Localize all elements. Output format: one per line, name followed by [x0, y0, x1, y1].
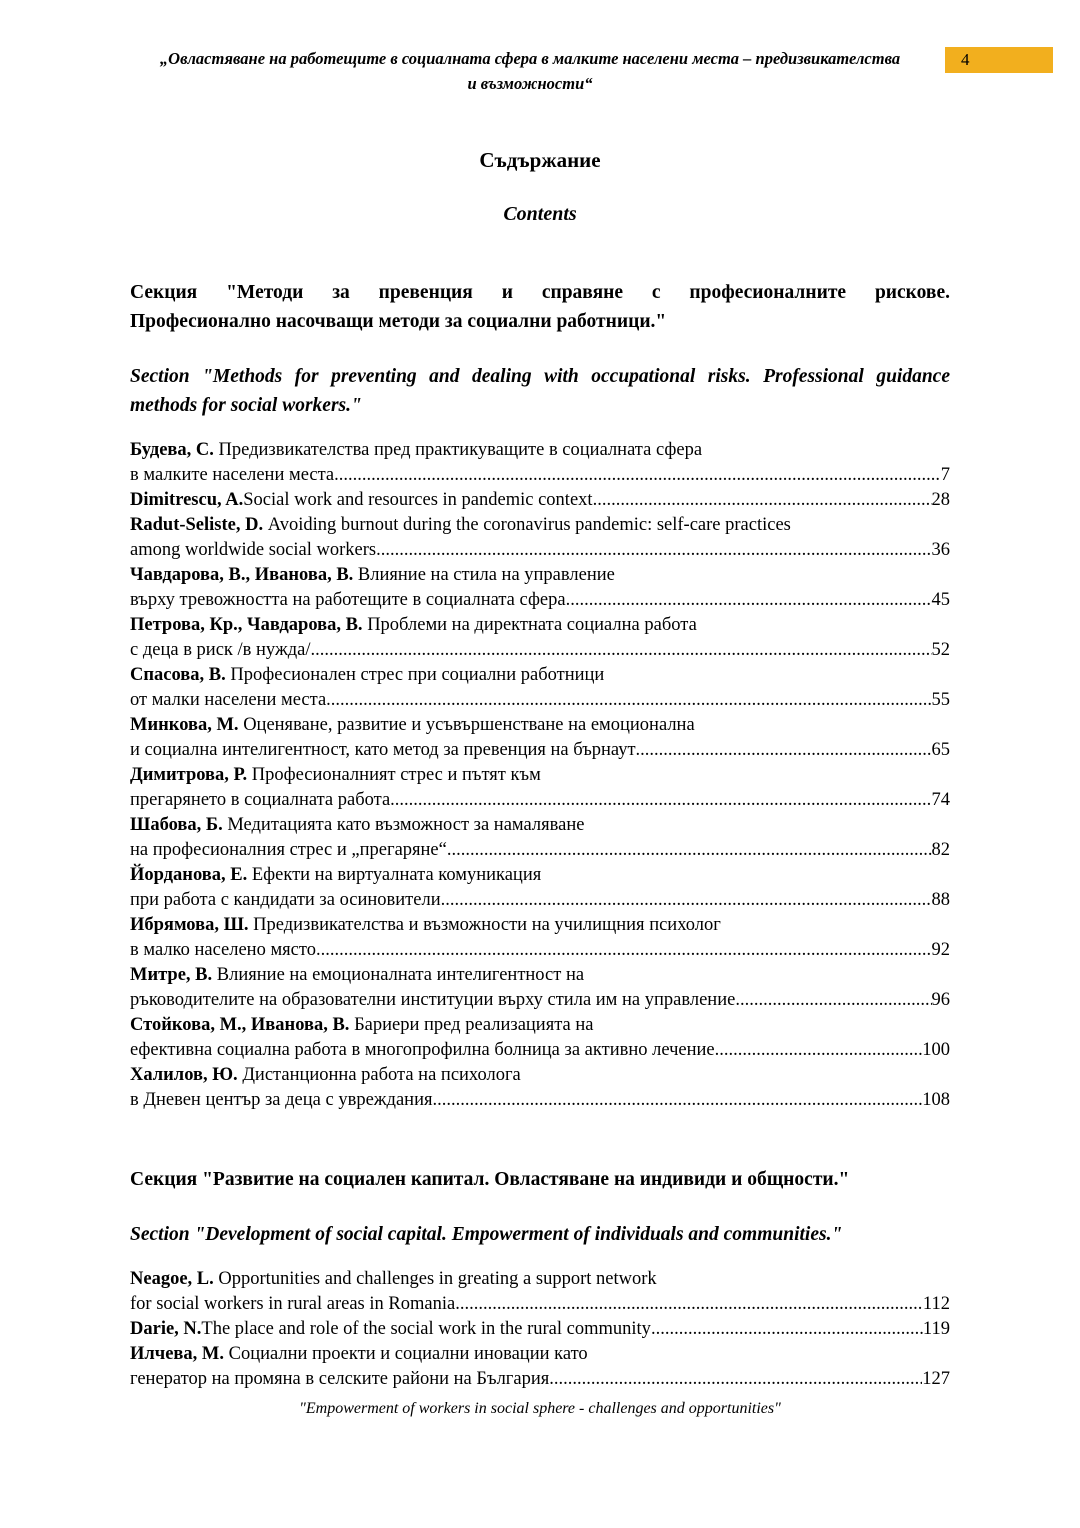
toc-entry-authors: Чавдарова, В., Иванова, В.	[130, 565, 358, 585]
toc-entry-authors: Димитрова, Р.	[130, 765, 252, 785]
section-heading-line: methods for social workers."	[130, 395, 362, 416]
toc-entry-title: Професионалният стрес и пътят към	[251, 765, 541, 785]
toc-entry-first-line	[130, 1342, 950, 1367]
toc-entry-first-line	[130, 913, 950, 938]
toc-entry-authors: Илчева, М.	[130, 1344, 229, 1364]
running-header-line1: „Овластяване на работещите в социалната сфера в малките населени места – предизвикателства	[159, 49, 901, 68]
toc-entry-authors: Минкова, М.	[130, 715, 244, 735]
toc-entry-page-number: 127	[922, 1369, 950, 1389]
toc-entry-last-line	[130, 1038, 950, 1063]
toc-entry	[130, 963, 950, 1013]
toc-entry-page-number: 45	[931, 590, 950, 610]
toc-entry	[130, 438, 950, 488]
toc-entry-wrap-text: в Дневен център за деца с увреждания	[130, 1090, 433, 1110]
toc-dot-leader	[593, 488, 932, 513]
table-of-contents	[130, 148, 950, 1392]
toc-title-english: Contents	[503, 203, 577, 225]
toc-dot-leader	[310, 638, 931, 663]
toc-entry-last-line	[130, 888, 950, 913]
toc-entry-authors: Darie, N.	[130, 1319, 202, 1339]
toc-entry-wrap-text: генератор на промяна в селските райони на България	[130, 1369, 550, 1389]
toc-sections	[130, 278, 950, 1392]
toc-entry	[130, 488, 950, 513]
toc-entry	[130, 1342, 950, 1392]
toc-entry-last-line	[130, 988, 950, 1013]
section-heading-line: Секция "Методи за превенция и справяне с професионалните рискове.	[130, 282, 950, 303]
toc-entry-last-line	[130, 1317, 950, 1342]
toc-entry-title: Бариери пред реализацията на	[354, 1015, 594, 1035]
toc-entry-page-number: 96	[931, 990, 950, 1010]
toc-entry-first-line	[130, 963, 950, 988]
toc-entry-authors: Петрова, Кр., Чавдарова, В.	[130, 615, 368, 635]
toc-entry	[130, 763, 950, 813]
toc-entry-title: Оценяване, развитие и усъвършенстване на емоционална	[243, 715, 695, 735]
section-heading-english	[130, 1220, 950, 1249]
toc-entry-last-line	[130, 1367, 950, 1392]
toc-entry-first-line	[130, 1267, 950, 1292]
toc-entry	[130, 863, 950, 913]
toc-entry-authors: Спасова, В.	[130, 665, 231, 685]
toc-entry-title: Предизвикателства и възможности на училищния психолог	[253, 915, 721, 935]
toc-entry-title: Предизвикателства пред практикуващите в социалната сфера	[218, 440, 703, 460]
section-heading-line: Секция "Развитие на социален капитал. Овластяване на индивиди и общности."	[130, 1169, 850, 1190]
toc-entry	[130, 563, 950, 613]
toc-entry-wrap-text: върху тревожността на работещите в социалната сфера	[130, 590, 566, 610]
toc-entry-title: Влияние на емоционалната интелигентност на	[216, 965, 585, 985]
toc-dot-leader	[651, 1317, 923, 1342]
toc-entry-list	[130, 1267, 950, 1392]
toc-entry-wrap-text: прегарянето в социалната работа	[130, 790, 391, 810]
page-number-badge	[945, 47, 1053, 73]
section-heading-english	[130, 362, 950, 420]
toc-entry-authors: Стойкова, М., Иванова, В.	[130, 1015, 355, 1035]
toc-entry-last-line	[130, 538, 950, 563]
toc-entry-page-number: 65	[931, 740, 950, 760]
toc-entry-wrap-text: при работа с кандидати за осиновители	[130, 890, 441, 910]
toc-dot-leader	[735, 988, 931, 1013]
toc-entry-title: Професионален стрес при социални работници	[230, 665, 605, 685]
toc-dot-leader	[441, 888, 932, 913]
toc-dot-leader	[447, 838, 932, 863]
toc-section	[130, 278, 950, 1113]
toc-section	[130, 1165, 950, 1392]
running-footer: "Empowerment of workers in social sphere - challenges and opportunities"	[299, 1400, 781, 1417]
toc-entry	[130, 1317, 950, 1342]
toc-entry	[130, 1267, 950, 1317]
toc-entry-list	[130, 438, 950, 1113]
toc-entry-last-line	[130, 938, 950, 963]
toc-entry	[130, 613, 950, 663]
toc-entry-first-line	[130, 713, 950, 738]
toc-dot-leader	[715, 1038, 923, 1063]
section-heading-line: Професионално насочващи методи за социални работници."	[130, 311, 667, 332]
toc-entry-first-line	[130, 763, 950, 788]
toc-entry-page-number: 88	[931, 890, 950, 910]
toc-entry-page-number: 112	[922, 1294, 950, 1314]
toc-entry-authors: Шабова, Б.	[130, 815, 228, 835]
toc-entry-title: Проблеми на директната социална работа	[367, 615, 697, 635]
toc-entry-wrap-text: ръководителите на образователни институции върху стила им на управление	[130, 990, 736, 1010]
toc-entry-authors: Neagoe, L.	[130, 1269, 219, 1289]
toc-entry-title: Opportunities and challenges in greating a support network	[218, 1269, 657, 1289]
toc-entry-title: Дистанционна работа на психолога	[242, 1065, 521, 1085]
toc-entry-last-line	[130, 1088, 950, 1113]
toc-dot-leader	[566, 588, 932, 613]
toc-entry-title: The place and role of the social work in the rural community	[201, 1319, 651, 1339]
toc-entry-title: Social work and resources in pandemic context	[243, 490, 593, 510]
toc-entry-last-line	[130, 688, 950, 713]
toc-entry-authors: Халилов, Ю.	[130, 1065, 243, 1085]
toc-entry-last-line	[130, 788, 950, 813]
toc-dot-leader	[390, 788, 931, 813]
toc-entry	[130, 1013, 950, 1063]
toc-entry-page-number: 100	[922, 1040, 950, 1060]
toc-entry-page-number: 92	[931, 940, 950, 960]
toc-entry-last-line	[130, 463, 950, 488]
toc-entry-wrap-text: на професионалния стрес и „прегаряне“	[130, 840, 447, 860]
toc-dot-leader	[316, 938, 932, 963]
toc-entry-title: Avoiding burnout during the coronavirus pandemic: self-care practices	[267, 515, 791, 535]
toc-entry-authors: Dimitrescu, A.	[130, 490, 244, 510]
toc-entry	[130, 663, 950, 713]
toc-entry-first-line	[130, 563, 950, 588]
toc-entry	[130, 813, 950, 863]
section-heading-bulgarian	[130, 278, 950, 336]
toc-entry-first-line	[130, 513, 950, 538]
toc-entry-authors: Митре, В.	[130, 965, 217, 985]
toc-entry-wrap-text: for social workers in rural areas in Romania	[130, 1294, 456, 1314]
toc-title-bulgarian: Съдържание	[479, 148, 601, 172]
toc-entry-first-line	[130, 1013, 950, 1038]
toc-entry-authors: Ибрямова, Ш.	[130, 915, 254, 935]
toc-entry-wrap-text: among worldwide social workers	[130, 540, 377, 560]
toc-entry-last-line	[130, 1292, 950, 1317]
toc-dot-leader	[549, 1367, 922, 1392]
running-header	[120, 46, 940, 96]
toc-entry-first-line	[130, 1063, 950, 1088]
toc-entry-authors: Radut-Seliste, D.	[130, 515, 268, 535]
toc-entry-first-line	[130, 438, 950, 463]
toc-entry-title: Социални проекти и социални иновации като	[228, 1344, 588, 1364]
toc-dot-leader	[326, 688, 931, 713]
toc-entry-authors: Будева, С.	[130, 440, 219, 460]
toc-entry-page-number: 108	[922, 1090, 950, 1110]
toc-entry-page-number: 55	[931, 690, 950, 710]
page-number: 4	[961, 50, 970, 69]
toc-entry	[130, 513, 950, 563]
toc-entry	[130, 913, 950, 963]
toc-entry-last-line	[130, 638, 950, 663]
toc-entry-page-number: 74	[931, 790, 950, 810]
toc-entry	[130, 713, 950, 763]
toc-entry-wrap-text: в малките населени места	[130, 465, 335, 485]
toc-dot-leader	[455, 1292, 923, 1317]
toc-entry-title: Ефекти на виртуалната комуникация	[251, 865, 542, 885]
toc-entry-last-line	[130, 588, 950, 613]
toc-entry-page-number: 28	[931, 490, 950, 510]
toc-entry-wrap-text: от малки населени места	[130, 690, 327, 710]
toc-dot-leader	[636, 738, 932, 763]
toc-entry-wrap-text: ефективна социална работа в многопрофилна болница за активно лечение	[130, 1040, 715, 1060]
toc-entry-page-number: 36	[931, 540, 950, 560]
toc-entry-last-line	[130, 738, 950, 763]
toc-entry-first-line	[130, 863, 950, 888]
toc-entry-authors: Йорданова, Е.	[130, 865, 252, 885]
toc-entry-wrap-text: в малко населено място	[130, 940, 316, 960]
section-heading-line: Section "Methods for preventing and dealing with occupational risks. Professional guidance	[130, 366, 950, 387]
toc-entry-first-line	[130, 813, 950, 838]
toc-entry-page-number: 7	[940, 465, 950, 485]
toc-entry-wrap-text: с деца в риск /в нужда/	[130, 640, 311, 660]
toc-entry-wrap-text: и социална интелигентност, като метод за превенция на бърнаут	[130, 740, 636, 760]
toc-entry-title: Влияние на стила на управление	[357, 565, 615, 585]
toc-entry-page-number: 82	[931, 840, 950, 860]
running-header-line2: и възможности“	[467, 74, 593, 93]
toc-entry-first-line	[130, 663, 950, 688]
toc-dot-leader	[376, 538, 931, 563]
toc-entry-last-line	[130, 488, 950, 513]
section-heading-line: Section "Development of social capital. Empowerment of individuals and communities."	[130, 1224, 843, 1245]
toc-dot-leader	[334, 463, 941, 488]
toc-entry-last-line	[130, 838, 950, 863]
toc-dot-leader	[433, 1088, 923, 1113]
toc-entry-first-line	[130, 613, 950, 638]
toc-entry-page-number: 119	[922, 1319, 950, 1339]
toc-entry	[130, 1063, 950, 1113]
toc-entry-page-number: 52	[931, 640, 950, 660]
toc-entry-title: Медитацията като възможност за намаляване	[227, 815, 585, 835]
section-heading-bulgarian	[130, 1165, 950, 1194]
